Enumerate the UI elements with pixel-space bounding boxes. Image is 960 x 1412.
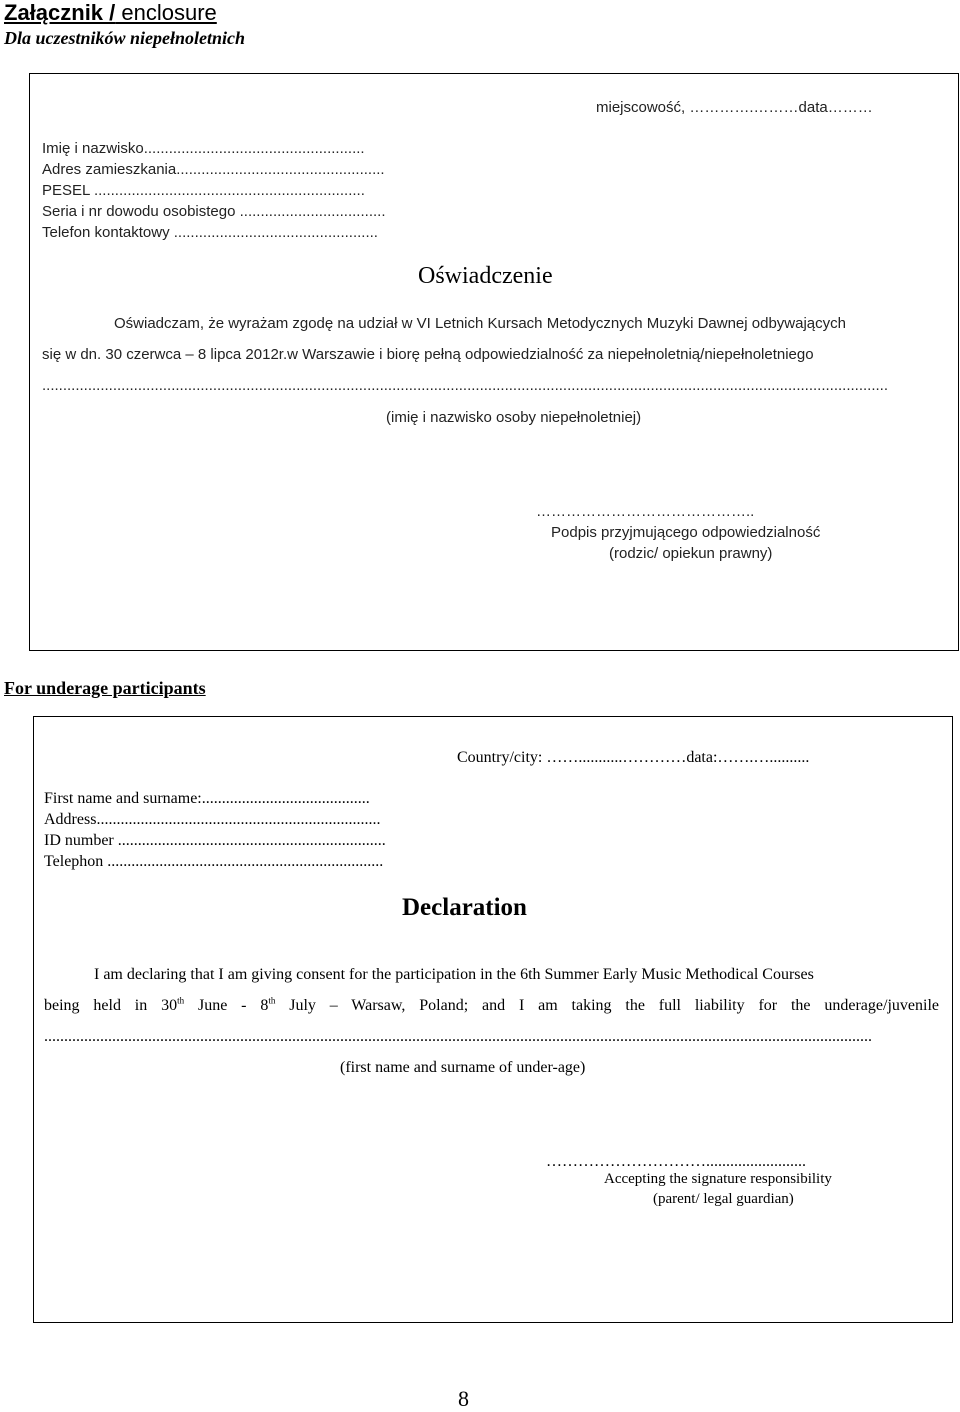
page-number: 8 (458, 1386, 469, 1411)
field-id-number[interactable]: ID number ................................................................... (44, 832, 386, 849)
english-name-caption: (first name and surname of under-age) (340, 1059, 586, 1076)
english-signature-caption: Accepting the signature responsibility (604, 1171, 832, 1187)
polish-declaration-title: Oświadczenie (418, 263, 553, 289)
english-statement-line-1: I am declaring that I am giving consent for the participation in the 6th Summer Early Music Methodical Courses (94, 966, 814, 983)
statement-part-liability: July – Warsaw, Poland; and I am taking the full liability for the underage/juvenile (275, 997, 939, 1014)
section-heading-underage: For underage participants (4, 678, 206, 698)
polish-guardian-caption: (rodzic/ opiekun prawny) (609, 545, 773, 562)
ordinal-suffix: th (268, 995, 276, 1006)
polish-statement-line-2: się w dn. 30 czerwca – 8 lipca 2012r.w Warszawie i biorę pełną odpowiedzialność za niepełnoletnią/niepełnoletniego (42, 346, 814, 363)
field-id-card[interactable]: Seria i nr dowodu osobistego ................................... (42, 203, 386, 220)
title-polish: Załącznik / (4, 0, 116, 25)
polish-statement-line-1: Oświadczam, że wyrażam zgodę na udział w VI Letnich Kursach Metodycznych Muzyki Dawnej odbywających (114, 315, 846, 332)
polish-name-dotted-line[interactable]: ........................................................................................................................................................................................................... (42, 377, 888, 394)
polish-signature-caption: Podpis przyjmującego odpowiedzialność (551, 524, 821, 541)
document-subtitle: Dla uczestników niepełnoletnich (4, 28, 246, 48)
place-date-line[interactable]: miejscowość, ………….………data……… (596, 99, 873, 116)
field-telephon[interactable]: Telephon ..................................................................... (44, 853, 384, 870)
field-first-name[interactable]: First name and surname:.......................................... (44, 790, 370, 807)
english-guardian-caption: (parent/ legal guardian) (653, 1191, 794, 1207)
statement-part-dates: being held in 30 (44, 997, 178, 1014)
english-statement-line-2 (44, 997, 939, 1015)
field-phone[interactable]: Telefon kontaktowy ................................................. (42, 224, 378, 241)
field-address-en[interactable]: Address....................................................................... (44, 811, 381, 828)
field-address[interactable]: Adres zamieszkania.................................................. (42, 161, 385, 178)
statement-part-june: June - 8 (184, 997, 269, 1014)
english-declaration-title: Declaration (402, 894, 527, 921)
country-date-line[interactable]: Country/city: ……...........…………data:…….….......... (457, 749, 810, 766)
english-signature-line[interactable]: …………………………......................... (546, 1153, 806, 1170)
ordinal-suffix: th (177, 995, 185, 1006)
polish-signature-line[interactable]: …………………………………….. (536, 503, 755, 520)
polish-name-caption: (imię i nazwisko osoby niepełnoletniej) (386, 409, 642, 426)
title-english: enclosure (115, 0, 217, 25)
document-title (4, 0, 217, 26)
field-pesel[interactable]: PESEL ................................................................. (42, 182, 365, 199)
field-name[interactable]: Imię i nazwisko..................................................... (42, 140, 365, 157)
english-name-dotted-line[interactable]: ............................................................................................................................................................................................................... (44, 1028, 872, 1045)
